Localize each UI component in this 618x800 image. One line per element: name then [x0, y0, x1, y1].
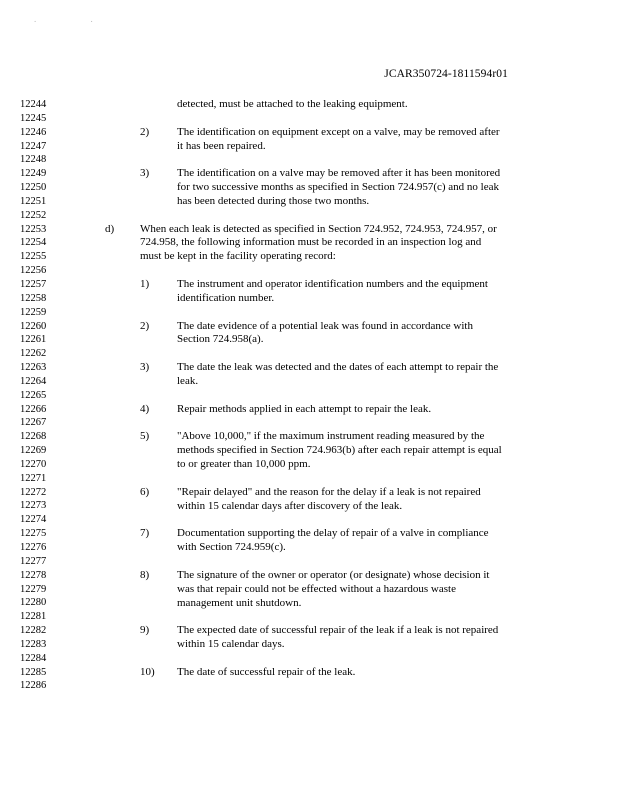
line-number: 12255 [20, 251, 47, 263]
text-line: has been detected during those two months. [177, 194, 370, 207]
list-item-text [177, 167, 537, 209]
line-number: 12274 [20, 514, 47, 526]
text-line: 724.958, the following information must be recorded in an inspection log and [140, 236, 482, 249]
text-line: within 15 calendar days after discovery of the leak. [177, 499, 403, 512]
list-item-label: 9) [140, 624, 150, 637]
line-number: 12253 [20, 223, 47, 235]
line-number: 12278 [20, 569, 47, 581]
line-number: 12265 [20, 389, 47, 401]
continuation-text [177, 98, 537, 112]
text-line: Documentation supporting the delay of repair of a valve in compliance [177, 527, 489, 540]
corner-marks: . . [34, 14, 119, 24]
text-line: "Above 10,000," if the maximum instrument reading measured by the [177, 430, 485, 443]
text-line: must be kept in the facility operating record: [140, 250, 336, 263]
line-number: 12277 [20, 555, 47, 567]
text-line: detected, must be attached to the leaking equipment. [177, 98, 408, 110]
line-number: 12263 [20, 362, 47, 374]
text-line: Section 724.958(a). [177, 333, 264, 346]
list-item-text [177, 278, 537, 306]
line-number: 12279 [20, 583, 47, 595]
text-line: The date evidence of a potential leak was found in accordance with [177, 319, 473, 332]
document-id: JCAR350724-1811594r01 [384, 68, 508, 80]
line-number: 12248 [20, 154, 47, 166]
list-item-text [177, 361, 537, 389]
line-number: 12267 [20, 417, 47, 429]
text-line: The identification on equipment except on a valve, may be removed after [177, 125, 500, 138]
line-number: 12281 [20, 611, 47, 623]
line-numbers [20, 98, 46, 693]
text-line: The instrument and operator identification numbers and the equipment [177, 278, 488, 291]
line-number: 12257 [20, 278, 47, 290]
text-line: "Repair delayed" and the reason for the delay if a leak is not repaired [177, 485, 481, 498]
list-item-text [177, 666, 537, 680]
list-item-text [177, 486, 537, 514]
list-item-text [177, 403, 537, 417]
line-number: 12244 [20, 99, 47, 110]
text-line: leak. [177, 374, 199, 387]
line-number: 12245 [20, 112, 47, 124]
text-line: The date of successful repair of the leak. [177, 665, 356, 678]
line-number: 12271 [20, 472, 47, 484]
list-item-text [177, 430, 537, 472]
line-number: 12247 [20, 140, 47, 152]
line-number: 12276 [20, 542, 47, 553]
line-number: 12252 [20, 209, 47, 221]
list-item-text [177, 569, 537, 611]
list-item-label: 3) [140, 167, 150, 180]
section-d-label: d) [105, 222, 115, 235]
line-number: 12285 [20, 666, 47, 678]
text-line: it has been repaired. [177, 139, 266, 152]
line-number: 12275 [20, 528, 47, 540]
line-number: 12254 [20, 237, 47, 249]
list-item-label: 1) [140, 278, 150, 291]
line-number: 12256 [20, 265, 47, 277]
line-number: 12283 [20, 638, 47, 650]
list-item-text [177, 320, 537, 348]
list-item-text [177, 624, 537, 652]
line-number: 12272 [20, 486, 47, 498]
line-number: 12260 [20, 320, 47, 332]
text-line: management unit shutdown. [177, 596, 302, 609]
line-number: 12280 [20, 597, 47, 609]
line-number: 12259 [20, 306, 47, 318]
line-number: 12250 [20, 182, 47, 194]
list-item-text [177, 527, 537, 555]
list-item-label: 2) [140, 125, 150, 138]
line-number: 12284 [20, 652, 47, 664]
list-item-label: 4) [140, 402, 150, 415]
text-line: to or greater than 10,000 ppm. [177, 458, 311, 471]
text-line: within 15 calendar days. [177, 638, 285, 651]
line-number: 12270 [20, 458, 47, 470]
line-number: 12251 [20, 195, 47, 207]
line-number: 12261 [20, 334, 47, 346]
line-number: 12249 [20, 168, 47, 180]
line-number: 12282 [20, 625, 47, 637]
list-item-label: 6) [140, 485, 150, 498]
list-item-label: 3) [140, 361, 150, 374]
line-number: 12268 [20, 431, 47, 443]
line-number: 12266 [20, 403, 47, 415]
text-line: The date the leak was detected and the dates of each attempt to repair the [177, 361, 499, 374]
section-d-text [140, 223, 540, 265]
list-item-text [177, 126, 537, 154]
text-line: Repair methods applied in each attempt to repair the leak. [177, 402, 432, 415]
text-line: with Section 724.959(c). [177, 541, 286, 554]
line-number: 12258 [20, 292, 47, 304]
list-item-label: 10) [140, 665, 155, 678]
text-line: identification number. [177, 291, 275, 304]
text-line: was that repair could not be effected without a hazardous waste [177, 582, 456, 595]
line-number: 12269 [20, 445, 47, 457]
list-item-label: 2) [140, 319, 150, 332]
line-number: 12286 [20, 680, 47, 692]
list-item-label: 7) [140, 527, 150, 540]
text-line: methods specified in Section 724.963(b) after each repair attempt is equal [177, 444, 502, 457]
text-line: for two successive months as specified in Section 724.957(c) and no leak [177, 181, 499, 194]
list-item-label: 5) [140, 430, 150, 443]
text-line: The signature of the owner or operator (or designate) whose decision it [177, 568, 490, 581]
line-number: 12273 [20, 500, 47, 512]
list-item-label: 8) [140, 568, 150, 581]
line-number: 12262 [20, 348, 47, 360]
text-line: When each leak is detected as specified in Section 724.952, 724.953, 724.957, or [140, 222, 497, 235]
text-line: The identification on a valve may be removed after it has been monitored [177, 167, 501, 180]
line-number: 12264 [20, 375, 47, 387]
line-number: 12246 [20, 126, 47, 138]
text-line: The expected date of successful repair of the leak if a leak is not repaired [177, 624, 499, 637]
